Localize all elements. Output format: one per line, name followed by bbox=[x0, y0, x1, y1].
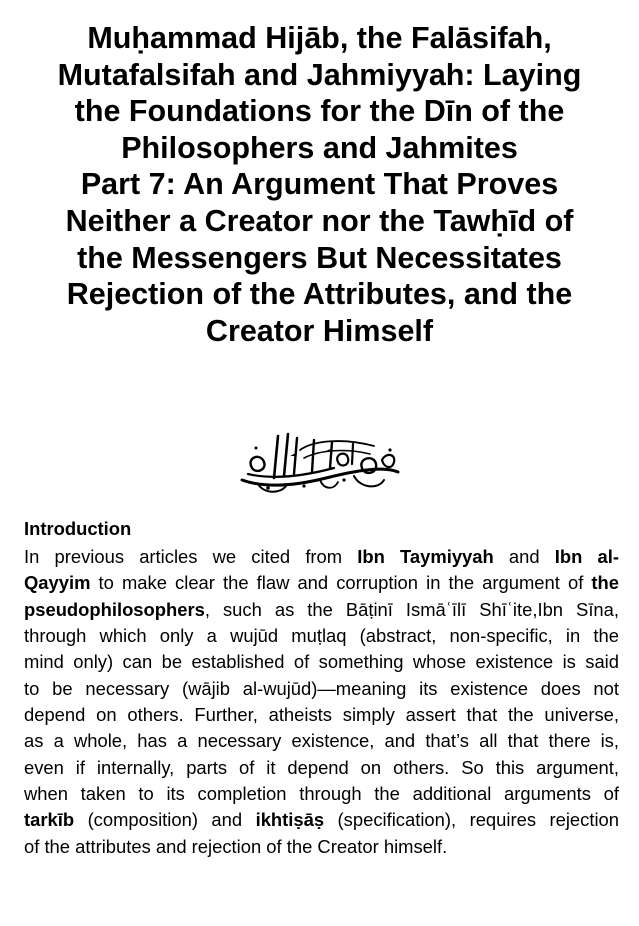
paragraph-line bbox=[24, 781, 619, 807]
title-line: Rejection of the Attributes, and the bbox=[66, 277, 573, 312]
text-run: through which only a wujūd muṭlaq (abstract, non-specific, in the bbox=[24, 625, 619, 647]
paragraph-line bbox=[24, 649, 619, 675]
text-run: as a whole, has a necessary existence, and that’s all that there is, bbox=[24, 730, 619, 752]
paragraph-line bbox=[24, 570, 619, 596]
section-heading: Introduction bbox=[24, 518, 132, 539]
text-run: to make clear the flaw and corruption in the argument of bbox=[90, 572, 592, 594]
title-line: Part 7: An Argument That Proves bbox=[80, 167, 559, 202]
title-line: Muḥammad Hijāb, the Falāsifah, bbox=[87, 21, 552, 55]
paragraph-line bbox=[24, 755, 619, 781]
title-line: Philosophers and Jahmites bbox=[121, 130, 518, 165]
basmala-calligraphy-icon bbox=[234, 428, 404, 500]
text-run: , such as the Bāṭinī Ismāʿīlī Shīʿite,Ibn Sīna, bbox=[204, 598, 619, 620]
bold-term: Qayyim bbox=[24, 572, 91, 594]
text-run: and bbox=[493, 546, 555, 567]
title-line: Creator Himself bbox=[205, 313, 434, 348]
paragraph-line bbox=[24, 834, 619, 860]
article-title bbox=[20, 20, 619, 349]
title-line: the Messengers But Necessitates bbox=[77, 240, 562, 275]
bold-term: Ibn al- bbox=[554, 546, 619, 567]
paragraph-line bbox=[24, 807, 619, 833]
paragraph-line bbox=[24, 623, 619, 649]
text-run: mind only) can be established of something whose existence is said bbox=[24, 651, 619, 673]
text-run: In previous articles we cited from bbox=[24, 546, 358, 567]
bold-term: the bbox=[591, 572, 619, 594]
text-run: to be necessary (wājib al-wujūd)—meaning its existence does not bbox=[24, 677, 619, 699]
bold-term: tarkīb bbox=[24, 809, 75, 831]
title-line: Mutafalsifah and Jahmiyyah: Laying bbox=[57, 57, 582, 92]
text-run: even if internally, parts of it depend on others. So this argument, bbox=[24, 756, 619, 778]
paragraph-line bbox=[24, 676, 619, 702]
paragraph-line bbox=[24, 544, 619, 570]
paragraph-line bbox=[24, 728, 619, 754]
text-run: (composition) and bbox=[74, 809, 256, 831]
introduction-paragraph bbox=[24, 544, 619, 860]
paragraph-line bbox=[24, 597, 619, 623]
bold-term: pseudophilosophers bbox=[24, 598, 205, 620]
text-run: depend on others. Further, atheists simply assert that the universe, bbox=[24, 704, 619, 726]
paragraph-line bbox=[24, 702, 619, 728]
text-run: (specification), requires rejection bbox=[324, 809, 619, 831]
text-run: of the attributes and rejection of the Creator himself. bbox=[24, 835, 448, 857]
title-line: Neither a Creator nor the Tawḥīd of bbox=[65, 203, 574, 238]
title-line: the Foundations for the Dīn of the bbox=[74, 94, 565, 129]
bold-term: ikhtiṣāṣ bbox=[255, 809, 325, 831]
bold-term: Ibn Taymiyyah bbox=[357, 546, 494, 567]
text-run: when taken to its completion through the additional arguments of bbox=[24, 783, 619, 805]
